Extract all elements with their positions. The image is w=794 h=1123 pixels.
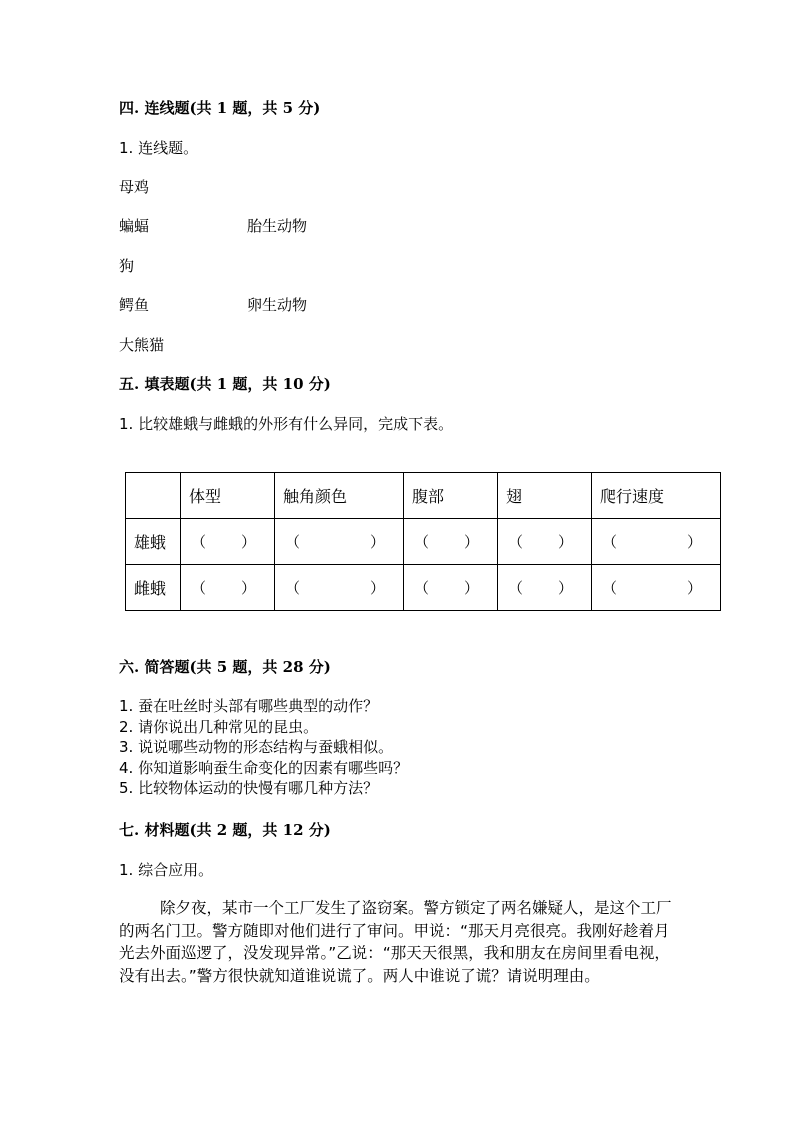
- table-row: [126, 519, 721, 565]
- open-paren: （: [191, 533, 207, 551]
- answer-blank-cell[interactable]: [181, 565, 275, 611]
- close-paren: ）: [369, 579, 385, 597]
- table-header-cell: 体型: [181, 473, 275, 519]
- comparison-table: [125, 472, 721, 611]
- section-6-heading: 六. 简答题(共 5 题，共 28 分): [119, 658, 331, 676]
- list-item: 5. 比较物体运动的快慢有哪几种方法？: [119, 779, 379, 797]
- section-5-question: 1. 比较雄蛾与雌蛾的外形有什么异同，完成下表。: [119, 415, 454, 433]
- close-paren: ）: [463, 579, 479, 597]
- answer-blank-cell[interactable]: [274, 519, 403, 565]
- list-item: 2. 请你说出几种常见的昆虫。: [119, 717, 319, 736]
- section-5-heading: 五. 填表题(共 1 题，共 10 分): [119, 375, 331, 393]
- table-header-cell: 腹部: [403, 473, 497, 519]
- answer-blank-cell[interactable]: [497, 519, 591, 565]
- close-paren: ）: [557, 579, 573, 597]
- table-row: [126, 565, 721, 611]
- open-paren: （: [284, 533, 300, 551]
- matching-left-item: 大熊猫: [119, 336, 165, 354]
- list-item: 1. 蚕在吐丝时头部有哪些典型的动作？: [119, 697, 379, 715]
- section-7-heading: 七. 材料题(共 2 题，共 12 分): [119, 821, 331, 839]
- matching-left-item: 蝙蝠: [119, 217, 150, 235]
- answer-blank-cell[interactable]: [497, 565, 591, 611]
- close-paren: ）: [557, 533, 573, 551]
- table-row-label: 雄蛾: [126, 519, 181, 565]
- matching-right-item: 胎生动物: [247, 217, 308, 235]
- close-paren: ）: [686, 579, 702, 597]
- open-paren: （: [601, 533, 617, 551]
- open-paren: （: [507, 579, 523, 597]
- close-paren: ）: [463, 533, 479, 551]
- table-header-cell: 翅: [497, 473, 591, 519]
- section-4-question: 1. 连线题。: [119, 139, 199, 157]
- section-7-question: 1. 综合应用。: [119, 861, 214, 879]
- answer-blank-cell[interactable]: [181, 519, 275, 565]
- matching-left-item: 母鸡: [119, 178, 150, 196]
- close-paren: ）: [369, 533, 385, 551]
- close-paren: ）: [240, 533, 256, 551]
- matching-left-item: 狗: [119, 257, 135, 275]
- question-list: [119, 696, 408, 799]
- table-header-cell: 爬行速度: [591, 473, 720, 519]
- answer-blank-cell[interactable]: [591, 519, 720, 565]
- open-paren: （: [507, 533, 523, 551]
- matching-left-item: 鳄鱼: [119, 296, 150, 314]
- answer-blank-cell[interactable]: [403, 519, 497, 565]
- table-header-cell: [126, 473, 181, 519]
- table-row-label: 雌蛾: [126, 565, 181, 611]
- answer-blank-cell[interactable]: [403, 565, 497, 611]
- open-paren: （: [413, 579, 429, 597]
- open-paren: （: [601, 579, 617, 597]
- answer-blank-cell[interactable]: [591, 565, 720, 611]
- section-4-heading: 四. 连线题(共 1 题，共 5 分): [119, 99, 321, 117]
- open-paren: （: [191, 579, 207, 597]
- list-item: 4. 你知道影响蚕生命变化的因素有哪些吗？: [119, 758, 409, 777]
- open-paren: （: [284, 579, 300, 597]
- matching-right-item: 卵生动物: [247, 296, 308, 314]
- table-header-cell: 触角颜色: [274, 473, 403, 519]
- material-paragraph: 除夕夜，某市一个工厂发生了盗窃案。警方锁定了两名嫌疑人，是这个工厂的两名门卫。警方随即对他们进行了审问。甲说：“那天月亮很亮。我刚好趁着月光去外面巡逻了，没发现异常。”乙说：“那天天很黑，我和朋友在房间里看电视，没有出去。”警方很快就知道谁说谎了。两人中谁说了谎？请说明理由。: [119, 899, 672, 985]
- table-header-row: [126, 473, 721, 519]
- close-paren: ）: [686, 533, 702, 551]
- open-paren: （: [413, 533, 429, 551]
- answer-blank-cell[interactable]: [274, 565, 403, 611]
- list-item: 3. 说说哪些动物的形态结构与蚕蛾相似。: [119, 738, 394, 756]
- close-paren: ）: [240, 579, 256, 597]
